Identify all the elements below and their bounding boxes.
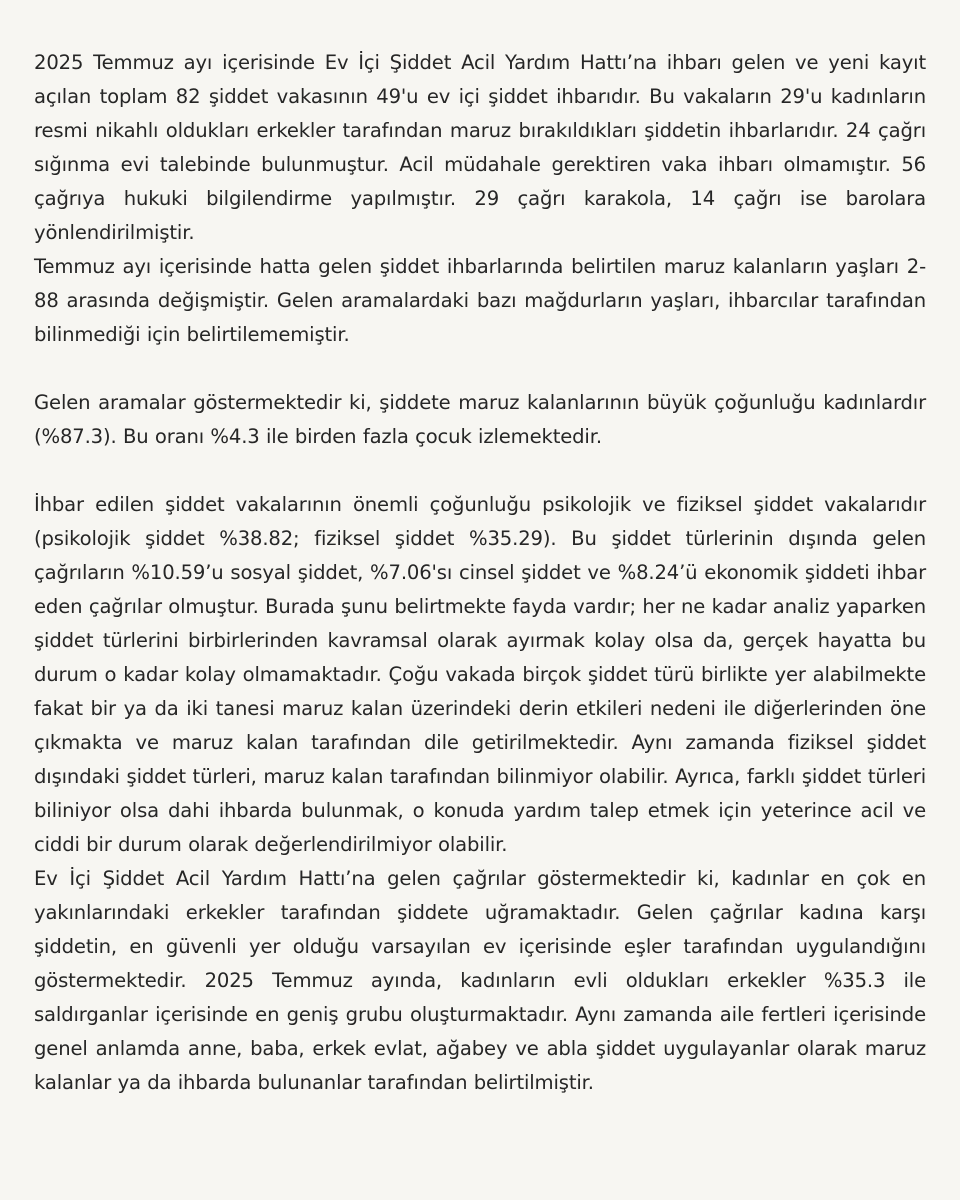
paragraph-july-case-summary: 2025 Temmuz ayı içerisinde Ev İçi Şiddet Acil Yardım Hattı’na ihbarı gelen ve yeni kayıt açılan toplam 82 şiddet vakasının 49'u ev içi şiddet ihbarıdır. Bu vakaların 29'u kadınların resmi nikahlı oldukları erkekler tarafından maruz bırakıldıkları şiddetin ihbarlarıdır. 24 çağrı sığınma evi talebinde bulunmuştur. Acil müdahale gerektiren vaka ihbarı olmamıştır. 56 çağrıya hukuki bilgilendirme yapılmıştır. 29 çağrı karakola, 14 çağrı ise barolara yönlendirilmiştir. (34, 51, 926, 244)
paragraph-perpetrators: Ev İçi Şiddet Acil Yardım Hattı’na gelen çağrılar göstermektedir ki, kadınlar en çok en yakınlarındaki erkekler tarafından şiddete uğramaktadır. Gelen çağrılar kadına karşı şiddetin, en güvenli yer olduğu varsayılan ev içerisinde eşler tarafından uygulandığını göstermektedir. 2025 Temmuz ayında, kadınların evli oldukları erkekler %35.3 ile saldırganlar içerisinde en geniş grubu oluşturmaktadır. Aynı zamanda aile fertleri içerisinde genel anlamda anne, baba, erkek evlat, ağabey ve abla şiddet uygulayanlar olarak maruz kalanlar ya da ihbarda bulunanlar tarafından belirtilmiştir. (34, 867, 926, 1094)
paragraph-victim-ages: Temmuz ayı içerisinde hatta gelen şiddet ihbarlarında belirtilen maruz kalanların yaşları 2-88 arasında değişmiştir. Gelen aramalardaki bazı mağdurların yaşları, ihbarcılar tarafından bilinmediği için belirtilememiştir. (34, 255, 926, 346)
paragraph-spacer (34, 454, 926, 488)
paragraph-violence-types: İhbar edilen şiddet vakalarının önemli çoğunluğu psikolojik ve fiziksel şiddet vakalarıdır (psikolojik şiddet %38.82; fiziksel şiddet %35.29). Bu şiddet türlerinin dışında gelen çağrıların %10.59’u sosyal şiddet, %7.06'sı cinsel şiddet ve %8.24’ü ekonomik şiddeti ihbar eden çağrılar olmuştur. Burada şunu belirtmekte fayda vardır; her ne kadar analiz yaparken şiddet türlerini birbirlerinden kavramsal olarak ayırmak kolay olsa da, gerçek hayatta bu durum o kadar kolay olmamaktadır. Çoğu vakada birçok şiddet türü birlikte yer alabilmekte fakat bir ya da iki tanesi maruz kalan üzerindeki derin etkileri nedeni ile diğerlerinden öne çıkmakta ve maruz kalan tarafından dile getirilmektedir. Aynı zamanda fiziksel şiddet dışındaki şiddet türleri, maruz kalan tarafından bilinmiyor olabilir. Ayrıca, farklı şiddet türleri biliniyor olsa dahi ihbarda bulunmak, o konuda yardım talep etmek için yeterince acil ve ciddi bir durum olarak değerlendirilmiyor olabilir. (34, 493, 926, 856)
paragraph-spacer (34, 352, 926, 386)
paragraph-victim-gender: Gelen aramalar göstermektedir ki, şiddete maruz kalanlarının büyük çoğunluğu kadınlardır (%87.3). Bu oranı %4.3 ile birden fazla çocuk izlemektedir. (34, 391, 926, 448)
